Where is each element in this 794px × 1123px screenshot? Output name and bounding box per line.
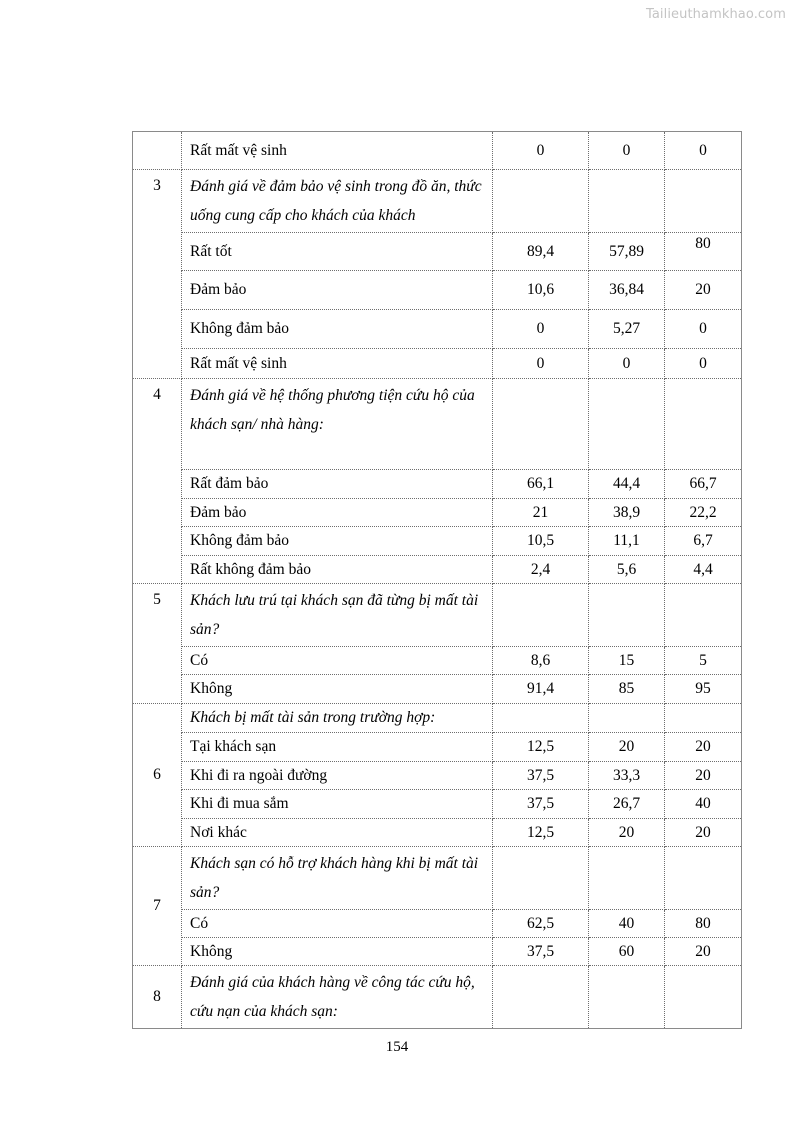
value-cell: 66,1: [493, 470, 589, 499]
value-cell: [589, 379, 665, 470]
value-cell: [493, 847, 589, 910]
answer-label: Có: [182, 910, 493, 938]
value-cell: [493, 966, 589, 1029]
value-cell: 6,7: [665, 527, 742, 556]
value-cell: 20: [589, 733, 665, 762]
value-cell: 15: [589, 647, 665, 675]
value-cell: 91,4: [493, 675, 589, 704]
answer-label: Rất đảm bảo: [182, 470, 493, 499]
survey-results-table: [132, 131, 742, 1029]
answer-label: Tại khách sạn: [182, 733, 493, 762]
table-row: [133, 271, 742, 310]
value-cell: [493, 170, 589, 233]
question-text: Khách lưu trú tại khách sạn đã từng bị mất tài sản?: [182, 584, 493, 647]
question-row: [133, 379, 742, 470]
value-cell: 5: [665, 647, 742, 675]
value-cell: 26,7: [589, 790, 665, 819]
table-row: [133, 470, 742, 499]
answer-label: Rất mất vệ sinh: [182, 349, 493, 379]
value-cell: 8,6: [493, 647, 589, 675]
value-cell: 20: [589, 819, 665, 847]
value-cell: 95: [665, 675, 742, 704]
value-cell: 37,5: [493, 762, 589, 790]
value-cell: 80: [665, 910, 742, 938]
table-row: [133, 233, 742, 271]
value-cell: 20: [665, 819, 742, 847]
answer-label: Không: [182, 675, 493, 704]
answer-label: Nơi khác: [182, 819, 493, 847]
answer-label: Rất mất vệ sinh: [182, 132, 493, 170]
answer-label: Không đảm bảo: [182, 310, 493, 349]
value-cell: [665, 584, 742, 647]
value-cell: 2,4: [493, 556, 589, 584]
question-text: Khách bị mất tài sản trong trường hợp:: [182, 704, 493, 733]
value-cell: 44,4: [589, 470, 665, 499]
value-cell: 40: [665, 790, 742, 819]
question-number: 7: [133, 847, 182, 966]
question-number: 3: [133, 170, 182, 379]
table-row: [133, 527, 742, 556]
value-cell: 89,4: [493, 233, 589, 271]
row-number-cell: [133, 132, 182, 170]
value-cell: 5,27: [589, 310, 665, 349]
value-cell: 0: [665, 349, 742, 379]
value-cell: [665, 379, 742, 470]
value-cell: 85: [589, 675, 665, 704]
value-cell: 0: [493, 349, 589, 379]
value-cell: 5,6: [589, 556, 665, 584]
answer-label: Rất không đảm bảo: [182, 556, 493, 584]
question-row: [133, 966, 742, 1029]
value-cell: 57,89: [589, 233, 665, 271]
question-text: Khách sạn có hỗ trợ khách hàng khi bị mất tài sản?: [182, 847, 493, 910]
value-cell: 21: [493, 499, 589, 527]
value-cell: 20: [665, 762, 742, 790]
value-cell: [589, 704, 665, 733]
question-row: [133, 170, 742, 233]
table-row: [133, 132, 742, 170]
value-cell: 12,5: [493, 819, 589, 847]
table-row: [133, 675, 742, 704]
question-number: 6: [133, 704, 182, 847]
value-cell: 0: [589, 132, 665, 170]
value-cell: 37,5: [493, 938, 589, 966]
table-row: [133, 733, 742, 762]
value-cell: 0: [493, 132, 589, 170]
value-cell: [589, 966, 665, 1029]
question-number: 4: [133, 379, 182, 584]
value-cell: 38,9: [589, 499, 665, 527]
table-row: [133, 349, 742, 379]
value-cell: [493, 379, 589, 470]
question-row: [133, 704, 742, 733]
value-cell: 20: [665, 733, 742, 762]
answer-label: Khi đi mua sắm: [182, 790, 493, 819]
table-row: [133, 762, 742, 790]
value-cell: 22,2: [665, 499, 742, 527]
question-number: 8: [133, 966, 182, 1029]
table-row: [133, 310, 742, 349]
table-row: [133, 790, 742, 819]
page-number: 154: [385, 1039, 409, 1055]
value-cell: 20: [665, 271, 742, 310]
question-number: 5: [133, 584, 182, 704]
value-cell: 80: [665, 233, 742, 271]
table-row: [133, 556, 742, 584]
value-cell: 10,6: [493, 271, 589, 310]
table-row: [133, 647, 742, 675]
value-cell: 11,1: [589, 527, 665, 556]
value-cell: 37,5: [493, 790, 589, 819]
value-cell: [589, 847, 665, 910]
value-cell: [493, 704, 589, 733]
answer-label: Không đảm bảo: [182, 527, 493, 556]
value-cell: 0: [665, 310, 742, 349]
value-cell: 10,5: [493, 527, 589, 556]
value-cell: 40: [589, 910, 665, 938]
value-cell: [493, 584, 589, 647]
value-cell: [665, 704, 742, 733]
value-cell: [665, 847, 742, 910]
value-cell: 0: [589, 349, 665, 379]
table-row: [133, 819, 742, 847]
question-text: Đánh giá về đảm bảo vệ sinh trong đồ ăn, thức uống cung cấp cho khách của khách: [182, 170, 493, 233]
value-cell: 62,5: [493, 910, 589, 938]
value-cell: [665, 170, 742, 233]
value-cell: 60: [589, 938, 665, 966]
value-cell: 36,84: [589, 271, 665, 310]
answer-label: Khi đi ra ngoài đường: [182, 762, 493, 790]
answer-label: Rất tốt: [182, 233, 493, 271]
value-cell: [589, 170, 665, 233]
table-row: [133, 499, 742, 527]
value-cell: 12,5: [493, 733, 589, 762]
table-row: [133, 938, 742, 966]
watermark-text: Tailieuthamkhao.com: [645, 7, 786, 22]
question-text: Đánh giá của khách hàng về công tác cứu hộ, cứu nạn của khách sạn:: [182, 966, 493, 1029]
value-cell: [589, 584, 665, 647]
answer-label: Có: [182, 647, 493, 675]
question-text: Đánh giá về hệ thống phương tiện cứu hộ của khách sạn/ nhà hàng:: [182, 379, 493, 470]
answer-label: Đảm bảo: [182, 271, 493, 310]
value-cell: 4,4: [665, 556, 742, 584]
value-cell: 0: [493, 310, 589, 349]
value-cell: 0: [665, 132, 742, 170]
question-row: [133, 847, 742, 910]
value-cell: [665, 966, 742, 1029]
value-cell: 20: [665, 938, 742, 966]
question-row: [133, 584, 742, 647]
value-cell: 66,7: [665, 470, 742, 499]
answer-label: Đảm bảo: [182, 499, 493, 527]
value-cell: 33,3: [589, 762, 665, 790]
table-row: [133, 910, 742, 938]
answer-label: Không: [182, 938, 493, 966]
